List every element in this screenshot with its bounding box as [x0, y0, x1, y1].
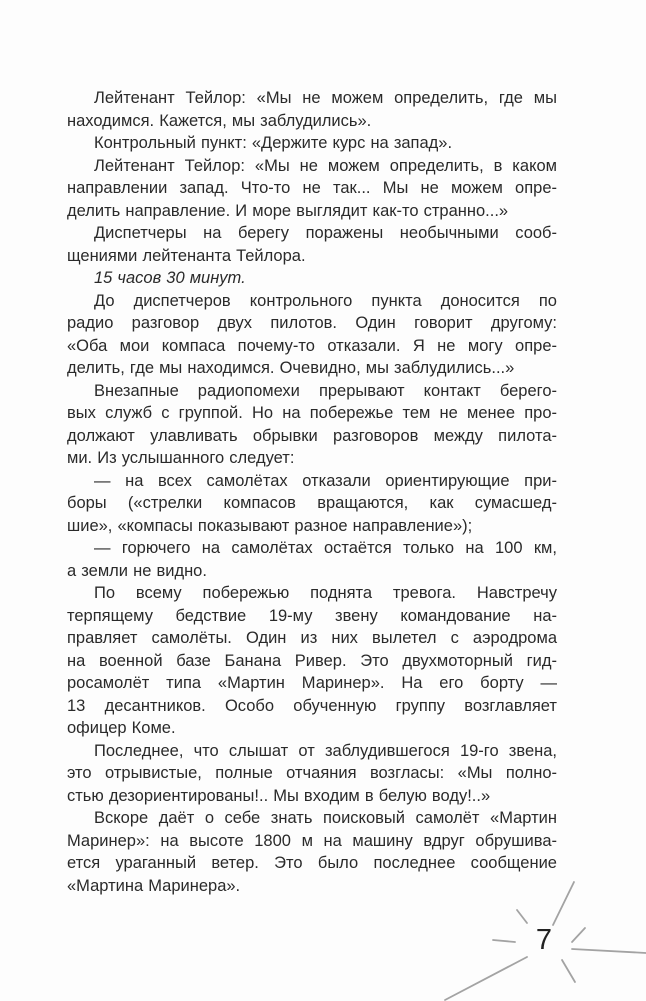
paragraph	[67, 537, 557, 582]
paragraph	[67, 222, 557, 267]
text-line: вых служб с группой. Но на побережье тем не менее про-	[67, 404, 557, 422]
text-line: ется ураганный ветер. Это было последнее сообщение	[67, 854, 557, 872]
text-line: щениями лейтенанта Тейлора.	[67, 246, 306, 265]
paragraph	[67, 290, 557, 380]
text-line: «Оба мои компаса почему-то отказали. Я не могу опре-	[67, 336, 557, 355]
text-line: делить направление. И море выглядит как-то странно...»	[67, 201, 509, 220]
text-line: стью дезориентированы!.. Мы входим в белую воду!..»	[67, 786, 491, 805]
text-line: офицер Коме.	[67, 719, 176, 737]
paragraph	[67, 740, 557, 808]
page-text-block	[67, 87, 557, 897]
text-line: — горючего на самолётах остаётся только на 100 км,	[94, 539, 557, 557]
text-line: на военной базе Банана Ривер. Это двухмоторный гид-	[67, 651, 557, 670]
text-line: Маринер»: на высоте 1800 м на машину вдруг обрушива-	[67, 831, 557, 850]
text-line: Лейтенант Тейлор: «Мы не можем определить, в каком	[94, 156, 557, 175]
text-line: терпящему бедствие 19-му звену командование на-	[67, 606, 557, 625]
text-line: направлении запад. Что-то не так... Мы не можем опре-	[67, 179, 557, 197]
paragraph	[67, 155, 557, 223]
text-line: Вскоре даёт о себе знать поисковый самолёт «Мартин	[94, 809, 557, 827]
text-line: росамолёт типа «Мартин Маринер». На его борту —	[67, 674, 557, 692]
text-line: боры («стрелки компасов вращаются, как сумасшед-	[67, 494, 557, 512]
text-line: делить, где мы находимся. Очевидно, мы заблудились...»	[67, 359, 515, 377]
page-number: 7	[535, 924, 553, 956]
text-line: ми. Из услышанного следует:	[67, 449, 295, 467]
paragraph	[67, 132, 557, 155]
text-line: Лейтенант Тейлор: «Мы не можем определить, где мы	[94, 89, 557, 107]
text-line: Внезапные радиопомехи прерывают контакт берего-	[94, 381, 557, 400]
text-line: Контрольный пункт: «Держите курс на запад».	[94, 134, 453, 152]
text-line: находимся. Кажется, мы заблудились».	[67, 111, 372, 130]
text-line: это отрывистые, полные отчаяния возгласы: «Мы полно-	[67, 764, 557, 782]
paragraph	[67, 87, 557, 132]
text-line: 15 часов 30 минут.	[94, 269, 246, 287]
page-footer	[430, 855, 646, 1001]
paragraph	[67, 380, 557, 470]
text-line: Диспетчеры на берегу поражены необычными сооб-	[94, 224, 557, 242]
paragraph	[67, 267, 557, 290]
text-line: — на всех самолётах отказали ориентирующие при-	[94, 471, 557, 490]
paragraph	[67, 470, 557, 538]
text-line: радио разговор двух пилотов. Один говорит другому:	[67, 314, 557, 332]
text-line: правляет самолёты. Один из них вылетел с аэродрома	[67, 629, 557, 647]
text-line: а земли не видно.	[67, 561, 207, 580]
text-line: Последнее, что слышат от заблудившегося 19-го звена,	[94, 741, 557, 760]
text-line: «Мартина Маринера».	[67, 876, 241, 895]
text-line: До диспетчеров контрольного пункта доносится по	[94, 291, 557, 310]
text-line: 13 десантников. Особо обученную группу возглавляет	[67, 696, 557, 715]
text-line: должают улавливать обрывки разговоров между пилота-	[67, 426, 557, 445]
text-line: По всему побережью поднята тревога. Навстречу	[94, 584, 557, 602]
text-line: шие», «компасы показывают разное направление»);	[67, 516, 473, 535]
paragraph	[67, 582, 557, 740]
